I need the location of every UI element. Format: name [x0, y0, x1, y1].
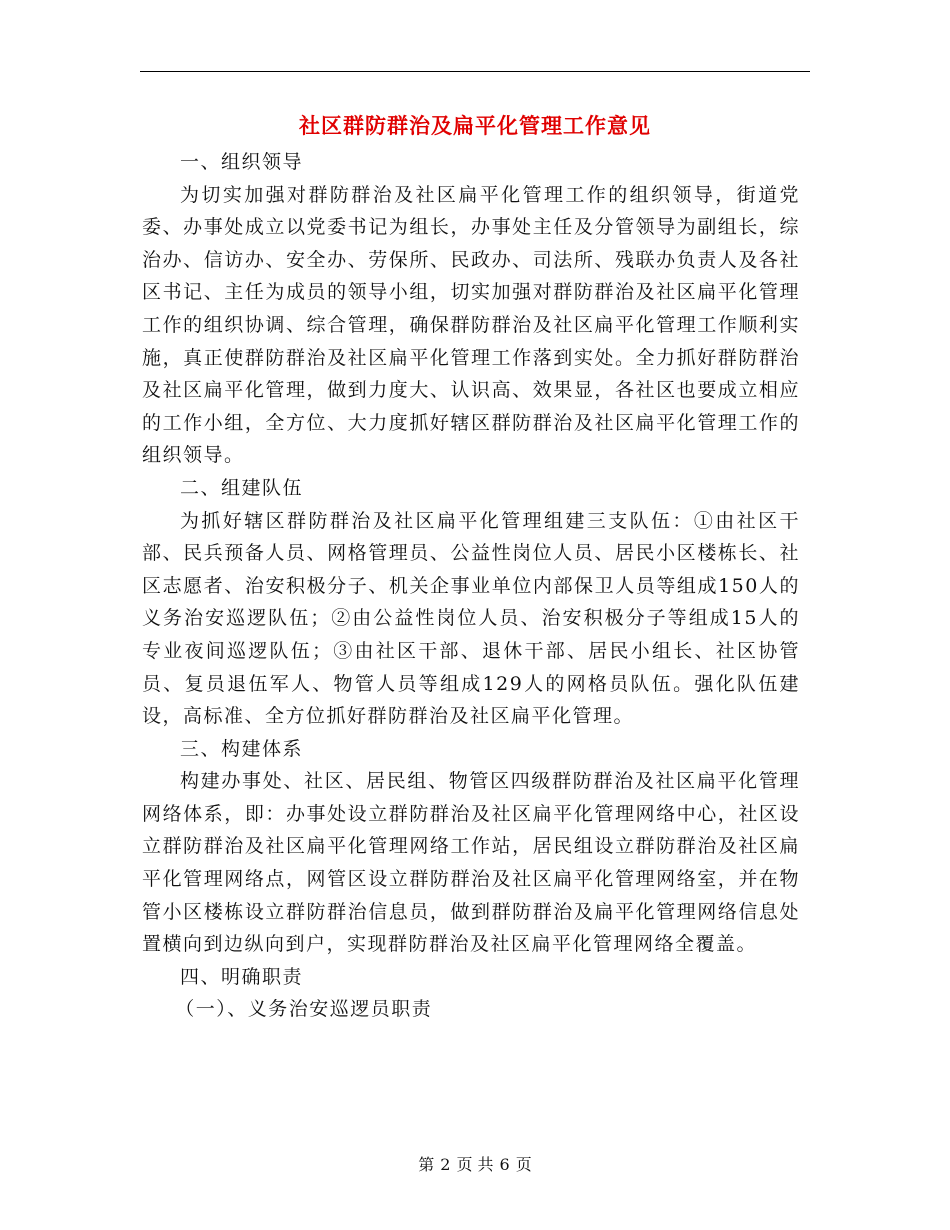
current-page-number: 2: [440, 1155, 451, 1174]
section-heading-system: 三、构建体系: [180, 737, 304, 760]
paragraph-teams: 为抓好辖区群防群治及社区扁平化管理组建三支队伍：①由社区干部、民兵预备人员、网格管理员、公益性岗位人员、居民小区楼栋长、社区志愿者、治安积极分子、机关企事业单位内部保卫人员等组成150人的义务治安巡逻队伍；②由公益性岗位人员、治安积极分子等组成15人的专业夜间巡逻队伍；③由社区干部、退休干部、居民小组长、社区协管员、复员退伍军人、物管人员等组成129人的网格员队伍。强化队伍建设，高标准、全方位抓好群防群治及社区扁平化管理。: [142, 509, 800, 728]
document-title: 社区群防群治及扁平化管理工作意见: [299, 113, 651, 138]
page-footer: [0, 1153, 950, 1177]
footer-middle: 页 共: [456, 1155, 494, 1174]
paragraph-organization: 为切实加强对群防群治及社区扁平化管理工作的组织领导，街道党委、办事处成立以党委书记为组长，办事处主任及分管领导为副组长，综治办、信访办、安全办、劳保所、民政办、司法所、残联办负责人及各社区书记、主任为成员的领导小组，切实加强对群防群治及社区扁平化管理工作的组织协调、综合管理，确保群防群治及社区扁平化管理工作顺利实施，真正使群防群治及社区扁平化管理工作落到实处。全力抓好群防群治及社区扁平化管理，做到力度大、认识高、效果显，各社区也要成立相应的工作小组，全方位、大力度抓好辖区群防群治及社区扁平化管理工作的组织领导。: [142, 183, 800, 467]
footer-suffix: 页: [515, 1155, 532, 1174]
header-rule: [140, 71, 810, 72]
total-page-count: 6: [499, 1155, 510, 1174]
footer-prefix: 第: [418, 1155, 435, 1174]
subsection-heading-patrol-duties: （一）、义务治安巡逻员职责: [175, 998, 433, 1021]
document-body: [142, 146, 800, 1026]
section-heading-teams: 二、组建队伍: [180, 476, 304, 499]
section-heading-organization: 一、组织领导: [180, 151, 304, 173]
paragraph-system: 构建办事处、社区、居民组、物管区四级群防群治及社区扁平化管理网络体系，即：办事处设立群防群治及社区扁平化管理网络中心，社区设立群防群治及社区扁平化管理网络工作站，居民组设立群防群治及社区扁平化管理网络点，网管区设立群防群治及社区扁平化管理网络室，并在物管小区楼栋设立群防群治信息员，做到群防群治及扁平化管理网络信息处置横向到边纵向到户，实现群防群治及社区扁平化管理网络全覆盖。: [142, 770, 800, 956]
section-heading-duties: 四、明确职责: [180, 965, 304, 988]
